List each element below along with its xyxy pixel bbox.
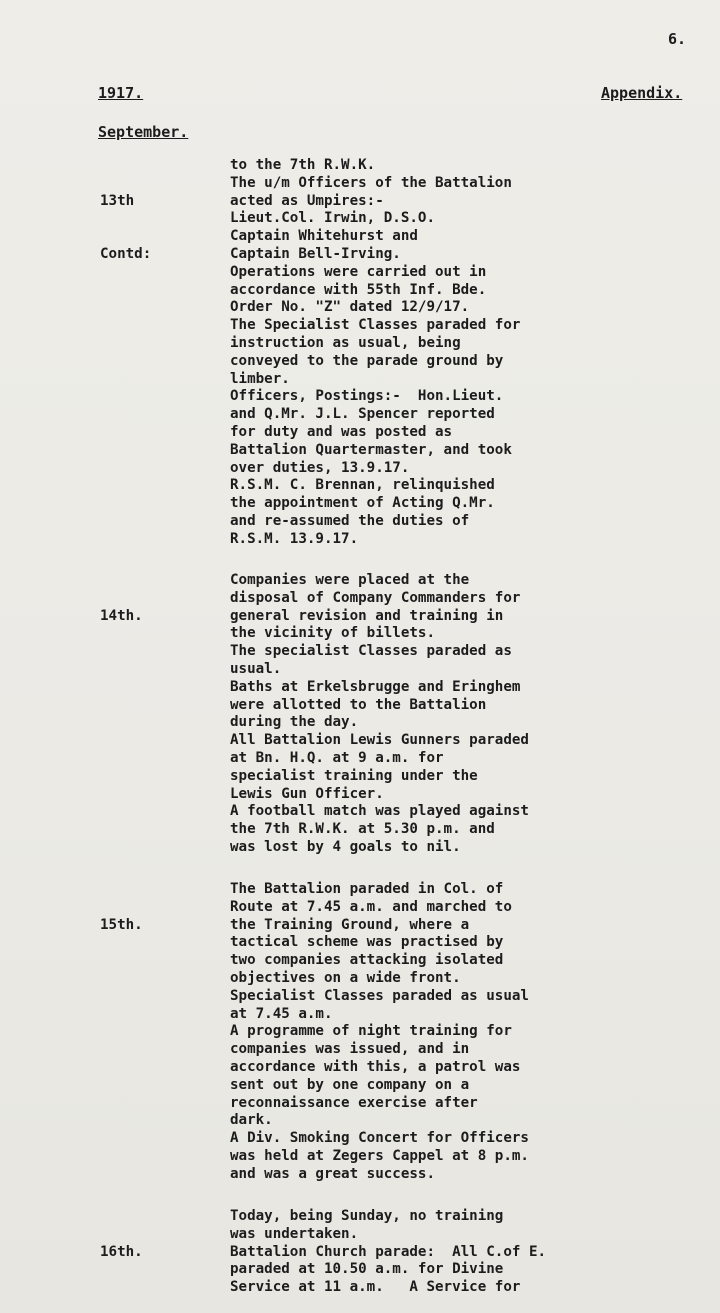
year-heading: 1917. <box>98 84 144 102</box>
entry-line: Service at 11 a.m. A Service for <box>230 1279 521 1296</box>
appendix-heading: Appendix. <box>601 84 683 102</box>
entry-line: acted as Umpires:- <box>230 192 384 209</box>
entry-line: sent out by one company on a <box>230 1076 470 1093</box>
entry-line: specialist training under the <box>230 767 478 784</box>
entry-line: usual. <box>230 660 282 677</box>
entry-date <box>100 157 151 299</box>
entry-line: and Q.Mr. J.L. Spencer reported <box>230 406 495 423</box>
entry-line: Battalion Church parade: All C.of E. <box>230 1243 547 1260</box>
entry-line: Battalion Quartermaster, and took <box>230 441 512 458</box>
entry-line: the appointment of Acting Q.Mr. <box>230 495 495 512</box>
entry-line: and was a great success. <box>230 1165 435 1182</box>
entry-line: A football match was played against <box>230 803 529 820</box>
entry-date-line: 13th <box>100 192 135 209</box>
entry-line: was undertaken. <box>230 1225 359 1242</box>
entry-line: accordance with 55th Inf. Bde. <box>230 281 487 298</box>
entry-line: the Training Ground, where a <box>230 916 470 933</box>
entry-line: R.S.M. 13.9.17. <box>230 530 359 547</box>
entry-line: tactical scheme was practised by <box>230 934 504 951</box>
entry-line: was held at Zegers Cappel at 8 p.m. <box>230 1147 529 1164</box>
entry-line: during the day. <box>230 714 359 731</box>
page-number: 6. <box>668 30 687 48</box>
entry-text <box>230 572 690 857</box>
entry-line: two companies attacking isolated <box>230 952 504 969</box>
entry-line: Order No. "Z" dated 12/9/17. <box>230 299 470 316</box>
entry-line: Lieut.Col. Irwin, D.S.O. <box>230 210 435 227</box>
entry-line: general revision and training in <box>230 607 504 624</box>
entry-text <box>230 1208 690 1297</box>
entry-date-line: Contd: <box>100 245 152 262</box>
entry-line: the 7th R.W.K. at 5.30 p.m. and <box>230 821 495 838</box>
entry-line: Officers, Postings:- Hon.Lieut. <box>230 388 504 405</box>
entry-line: Lewis Gun Officer. <box>230 785 384 802</box>
entry-line: The u/m Officers of the Battalion <box>230 174 512 191</box>
entry-line: Route at 7.45 a.m. and marched to <box>230 898 512 915</box>
entry-line: were allotted to the Battalion <box>230 696 487 713</box>
entry-date-line: 15th. <box>100 916 143 933</box>
entry-line: the vicinity of billets. <box>230 625 435 642</box>
entry-line: A programme of night training for <box>230 1023 512 1040</box>
entry-line: The Battalion paraded in Col. of <box>230 881 504 897</box>
entry-date <box>100 1208 151 1297</box>
entry-date-line: 16th. <box>100 1243 143 1260</box>
entry-line: Operations were carried out in <box>230 263 487 280</box>
entry-line: Specialist Classes paraded as usual <box>230 987 529 1004</box>
entry-line: instruction as usual, being <box>230 334 461 351</box>
entry-line: All Battalion Lewis Gunners paraded <box>230 732 529 749</box>
entry-date-line: 14th. <box>100 607 143 624</box>
entry-line: objectives on a wide front. <box>230 969 461 986</box>
entry-line: accordance with this, a patrol was <box>230 1058 521 1075</box>
entry-line: for duty and was posted as <box>230 423 453 440</box>
entry-line: Captain Bell-Irving. <box>230 245 401 262</box>
entry-date <box>100 572 151 661</box>
entry-line: Captain Whitehurst and <box>230 228 418 245</box>
month-heading: September. <box>98 123 189 141</box>
entry-line: dark. <box>230 1112 273 1129</box>
entry-text <box>230 881 690 1184</box>
entry-line: Baths at Erkelsbrugge and Eringhem <box>230 678 521 695</box>
entry-text <box>230 157 690 549</box>
entry-line: Today, being Sunday, no training <box>230 1208 504 1224</box>
entry-line: A Div. Smoking Concert for Officers <box>230 1130 529 1147</box>
entry-line: over duties, 13.9.17. <box>230 459 410 476</box>
entry-line: conveyed to the parade ground by <box>230 352 504 369</box>
entry-line: limber. <box>230 370 290 387</box>
entry-line: at 7.45 a.m. <box>230 1005 333 1022</box>
entry-date <box>100 881 151 970</box>
entry-line: was lost by 4 goals to nil. <box>230 838 461 855</box>
entry-line: companies was issued, and in <box>230 1041 470 1058</box>
entry-line: Companies were placed at the <box>230 572 470 588</box>
entry-line: to the 7th R.W.K. <box>230 157 376 173</box>
entry-line: disposal of Company Commanders for <box>230 589 521 606</box>
entry-line: The Specialist Classes paraded for <box>230 317 521 334</box>
entry-line: and re-assumed the duties of <box>230 512 470 529</box>
entry-line: paraded at 10.50 a.m. for Divine <box>230 1261 504 1278</box>
entry-line: R.S.M. C. Brennan, relinquished <box>230 477 495 494</box>
entry-line: at Bn. H.Q. at 9 a.m. for <box>230 749 444 766</box>
entry-line: The specialist Classes paraded as <box>230 643 512 660</box>
entry-line: reconnaissance exercise after <box>230 1094 478 1111</box>
